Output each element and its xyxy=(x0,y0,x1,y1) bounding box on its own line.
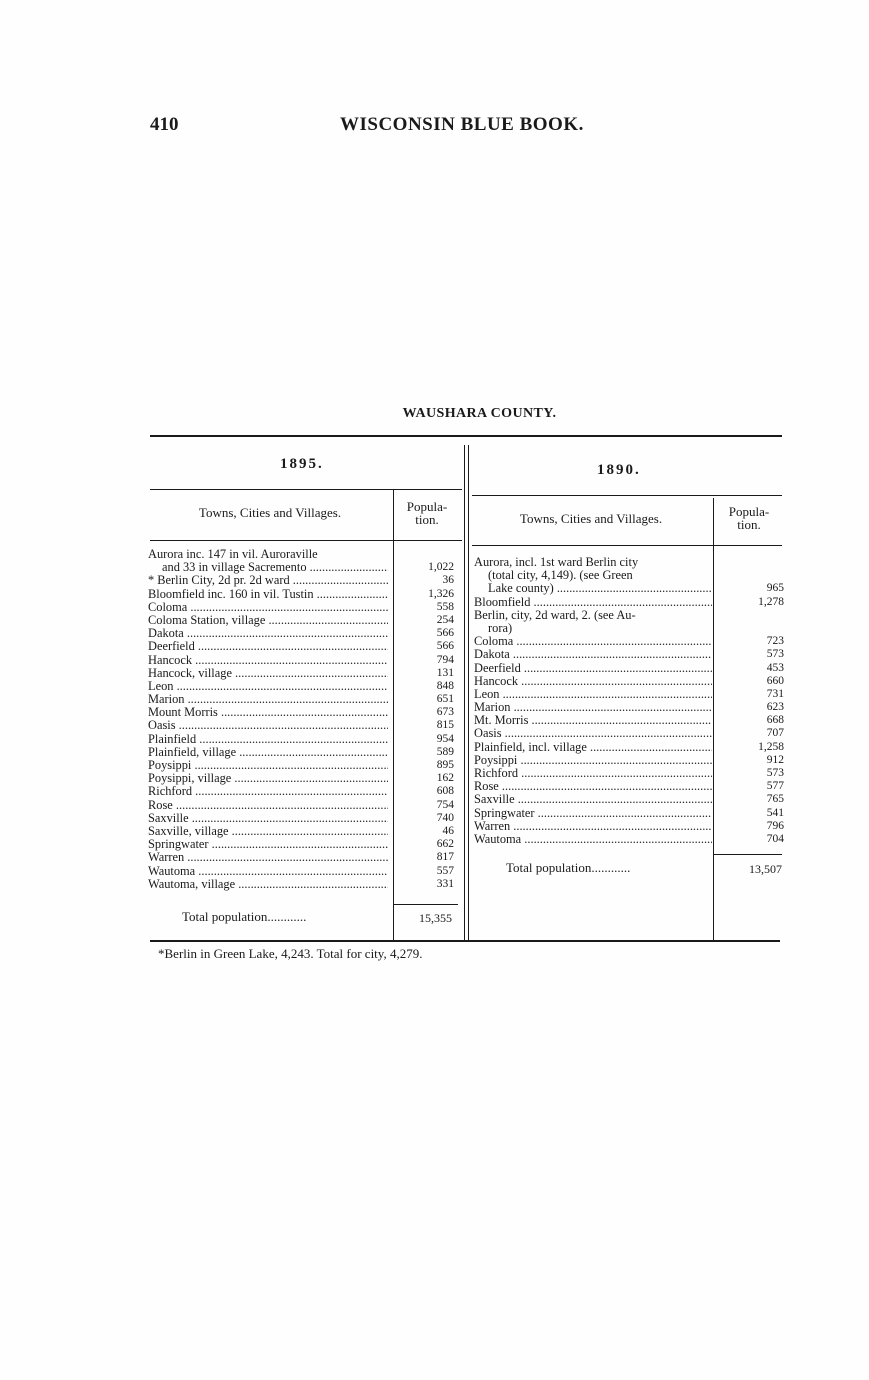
town-name: Springwater ..... xyxy=(148,838,388,851)
right-year: 1890. xyxy=(597,462,641,478)
population-value xyxy=(720,569,784,582)
town-name: Bloomfield inc. 160 in vil. Tustin ..... xyxy=(148,588,388,601)
town-name: * Berlin City, 2d pr. 2d ward ..... xyxy=(148,574,388,587)
center-double-rule-a xyxy=(464,445,465,940)
population-value: 912 xyxy=(766,753,784,766)
town-name: Berlin, city, 2d ward, 2. (see Au- xyxy=(474,608,636,622)
county-title: WAUSHARA COUNTY. xyxy=(402,406,557,421)
town-row xyxy=(148,706,388,719)
town-row xyxy=(474,793,712,806)
town-name: Mount Morris ..... xyxy=(148,706,388,719)
town-row xyxy=(148,878,388,891)
town-name: Mt. Morris ..... xyxy=(474,714,712,727)
town-row xyxy=(148,588,388,601)
town-row xyxy=(474,833,712,846)
town-row xyxy=(148,667,388,680)
town-name: Richford ..... xyxy=(474,767,712,780)
population-value: 162 xyxy=(436,772,454,785)
town-row xyxy=(148,561,388,574)
town-name: Leon ..... xyxy=(474,688,712,701)
town-name: Deerfield ..... xyxy=(148,640,388,653)
population-value: 541 xyxy=(766,806,784,819)
population-value: 557 xyxy=(436,864,454,877)
town-name: Springwater ..... xyxy=(474,807,712,820)
left-year: 1895. xyxy=(280,456,324,472)
population-value: 895 xyxy=(436,759,454,771)
population-value: 954 xyxy=(436,732,454,745)
population-value: 815 xyxy=(436,719,454,732)
town-row xyxy=(148,851,388,864)
left-total-label: Total population xyxy=(182,909,268,924)
town-row xyxy=(474,727,712,740)
population-value: 651 xyxy=(436,693,454,706)
town-name: Bloomfield ..... xyxy=(474,596,712,609)
left-pop-list xyxy=(396,548,454,891)
town-row xyxy=(148,627,388,640)
town-name: Coloma ..... xyxy=(474,635,712,648)
town-row xyxy=(474,662,712,675)
town-name: Deerfield ..... xyxy=(474,662,712,675)
population-value: 660 xyxy=(766,674,784,687)
town-row xyxy=(474,622,712,635)
town-row xyxy=(474,556,712,569)
right-col-pop: Popula- tion. xyxy=(728,504,770,532)
town-name: Rose ..... xyxy=(148,799,388,812)
town-name: Oasis ..... xyxy=(474,727,712,740)
population-value: 765 xyxy=(766,793,784,806)
right-pop-divider xyxy=(713,498,714,940)
left-col-towns: Towns, Cities and Villages. xyxy=(198,505,342,520)
town-name: Hancock, village ..... xyxy=(148,667,388,680)
population-value: 453 xyxy=(766,661,784,674)
town-row xyxy=(474,688,712,701)
left-pop-divider xyxy=(393,490,394,940)
town-name: Poysippi ..... xyxy=(148,759,388,772)
left-col-pop: Popula- tion. xyxy=(406,499,448,527)
town-row xyxy=(148,693,388,706)
town-row xyxy=(148,838,388,851)
population-value: 566 xyxy=(436,640,454,653)
town-name: Plainfield, incl. village ..... xyxy=(474,741,712,754)
town-row xyxy=(474,780,712,793)
town-row xyxy=(474,675,712,688)
town-name: Saxville ..... xyxy=(148,812,388,825)
town-name: Aurora inc. 147 in vil. Auroraville xyxy=(148,548,318,561)
town-name: Rose ..... xyxy=(474,780,712,793)
population-value: 623 xyxy=(766,701,784,714)
population-value: 1,258 xyxy=(758,740,784,753)
population-value: 723 xyxy=(766,635,784,648)
population-value xyxy=(396,548,454,561)
population-value xyxy=(720,609,784,622)
population-value xyxy=(720,556,784,569)
population-value: 36 xyxy=(442,574,454,587)
population-value: 965 xyxy=(766,582,784,595)
left-total-value: 15,355 xyxy=(419,911,452,925)
town-name: Warren ..... xyxy=(148,851,388,864)
left-total-dots: ............ xyxy=(267,909,307,924)
left-total xyxy=(182,909,306,925)
population-value xyxy=(720,622,784,635)
right-total xyxy=(506,860,630,876)
town-row xyxy=(148,719,388,732)
town-name: Wautoma, village ..... xyxy=(148,878,388,891)
town-name: Oasis ..... xyxy=(148,719,388,732)
population-value: 608 xyxy=(436,785,454,798)
right-header-rule xyxy=(472,495,782,496)
right-total-rule xyxy=(714,854,782,855)
town-name: Hancock ..... xyxy=(148,654,388,667)
population-value: 1,278 xyxy=(758,595,784,608)
table-top-rule xyxy=(150,435,782,437)
population-value: 558 xyxy=(436,600,454,613)
town-row xyxy=(148,574,388,587)
town-name: Wautoma ..... xyxy=(474,833,712,846)
town-name: and 33 in village Sacremento ..... xyxy=(148,561,388,574)
town-name: Plainfield, village ..... xyxy=(148,746,388,759)
town-row xyxy=(148,865,388,878)
population-value: 817 xyxy=(436,851,454,864)
population-value: 754 xyxy=(436,798,454,811)
left-colhead-rule xyxy=(150,540,462,541)
page-number: 410 xyxy=(150,114,179,135)
town-name: Aurora, incl. 1st ward Berlin city xyxy=(474,556,639,569)
town-row xyxy=(474,609,712,622)
town-name: Marion ..... xyxy=(474,701,712,714)
town-name: rora) xyxy=(488,621,513,635)
town-name: Hancock ..... xyxy=(474,675,712,688)
left-total-rule xyxy=(394,904,458,905)
town-row xyxy=(148,640,388,653)
center-double-rule-b xyxy=(468,445,469,940)
population-value: 254 xyxy=(436,613,454,626)
town-row xyxy=(148,601,388,614)
town-name: Plainfield ..... xyxy=(148,733,388,746)
town-row xyxy=(148,772,388,785)
running-head: WISCONSIN BLUE BOOK. xyxy=(340,114,584,135)
town-row xyxy=(474,648,712,661)
left-town-list xyxy=(148,548,388,891)
population-value: 566 xyxy=(436,627,454,640)
town-name: Poysippi ..... xyxy=(474,754,712,767)
right-pop-list xyxy=(720,556,784,846)
population-value: 704 xyxy=(766,832,784,845)
town-row xyxy=(474,635,712,648)
population-value: 573 xyxy=(766,648,784,661)
town-row xyxy=(148,785,388,798)
population-value: 794 xyxy=(436,653,454,666)
population-value: 577 xyxy=(766,780,784,793)
town-name: Lake county) ..... xyxy=(474,582,712,595)
town-name: Coloma Station, village ..... xyxy=(148,614,388,627)
town-row xyxy=(474,741,712,754)
population-value: 131 xyxy=(436,666,454,679)
population-value: 1,022 xyxy=(428,561,454,574)
town-name: Wautoma ..... xyxy=(148,865,388,878)
right-col-towns: Towns, Cities and Villages. xyxy=(519,511,663,526)
town-name: Warren ..... xyxy=(474,820,712,833)
right-colhead-rule xyxy=(472,545,782,546)
population-value: 707 xyxy=(766,727,784,740)
town-row xyxy=(148,746,388,759)
population-value: 848 xyxy=(436,679,454,692)
town-row xyxy=(474,701,712,714)
town-row xyxy=(474,820,712,833)
population-value: 673 xyxy=(436,706,454,719)
right-total-value: 13,507 xyxy=(749,862,782,876)
town-name: Marion ..... xyxy=(148,693,388,706)
town-row xyxy=(474,596,712,609)
town-name: Poysippi, village ..... xyxy=(148,772,388,785)
town-name: Leon ..... xyxy=(148,680,388,693)
town-row xyxy=(148,759,388,772)
town-name: Dakota ..... xyxy=(474,648,712,661)
left-header-rule xyxy=(150,489,462,490)
town-row xyxy=(148,733,388,746)
town-row xyxy=(148,799,388,812)
population-value: 589 xyxy=(436,745,454,758)
town-row xyxy=(148,548,388,561)
town-name: Richford ..... xyxy=(148,785,388,798)
population-value: 46 xyxy=(442,824,454,837)
town-name: Saxville, village ..... xyxy=(148,825,388,838)
footnote: *Berlin in Green Lake, 4,243. Total for city, 4,279. xyxy=(158,946,423,961)
town-name: Saxville ..... xyxy=(474,793,712,806)
town-row xyxy=(148,654,388,667)
population-value: 573 xyxy=(766,767,784,779)
population-value: 731 xyxy=(766,687,784,700)
town-row xyxy=(148,825,388,838)
town-name: (total city, 4,149). (see Green xyxy=(488,569,633,583)
right-total-label: Total population xyxy=(506,860,592,875)
population-value: 1,326 xyxy=(428,587,454,600)
town-row xyxy=(474,807,712,820)
population-value: 796 xyxy=(766,819,784,832)
table-bottom-rule xyxy=(150,940,780,942)
population-value: 740 xyxy=(436,811,454,824)
town-name: Dakota ..... xyxy=(148,627,388,640)
town-row xyxy=(474,767,712,780)
town-row xyxy=(148,680,388,693)
town-row xyxy=(474,582,712,595)
town-row xyxy=(474,754,712,767)
town-row xyxy=(148,614,388,627)
town-row xyxy=(148,812,388,825)
population-value: 662 xyxy=(436,838,454,851)
population-value: 668 xyxy=(766,714,784,727)
town-row xyxy=(474,569,712,582)
right-total-dots: ............ xyxy=(591,860,631,875)
town-name: Coloma ..... xyxy=(148,601,388,614)
town-row xyxy=(474,714,712,727)
population-value: 331 xyxy=(436,877,454,890)
right-town-list xyxy=(474,556,712,846)
